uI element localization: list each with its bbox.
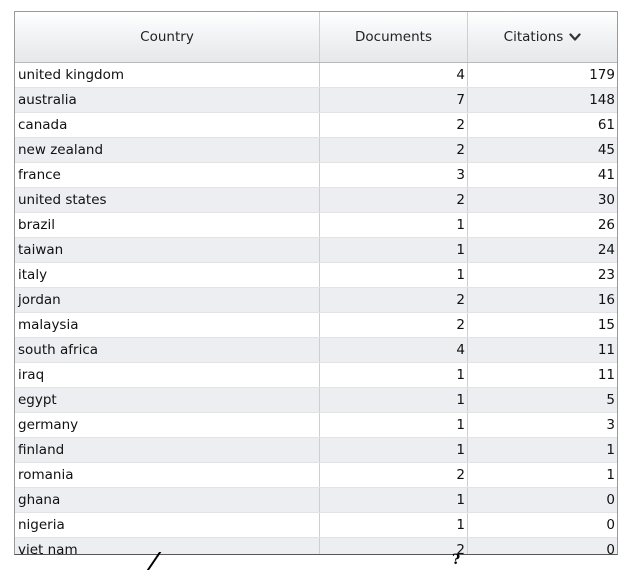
table-row[interactable] — [15, 413, 617, 438]
cell-country: italy — [15, 263, 320, 287]
cell-citations: 3 — [606, 417, 615, 433]
table-row[interactable] — [15, 463, 617, 488]
table-row[interactable] — [15, 388, 617, 413]
cell-documents: 4 — [320, 338, 468, 362]
cell-citations: 23 — [597, 267, 615, 283]
cell-country: nigeria — [15, 513, 320, 537]
cropped-glyph-right: ? — [452, 552, 461, 568]
table-row[interactable] — [15, 113, 617, 138]
cell-citations: 30 — [597, 192, 615, 208]
cell-documents: 1 — [320, 413, 468, 437]
cell-citations: 1 — [606, 442, 615, 458]
cell-documents: 2 — [320, 463, 468, 487]
table-row[interactable] — [15, 288, 617, 313]
table-header — [15, 12, 617, 63]
cell-country: canada — [15, 113, 320, 137]
cell-documents: 1 — [320, 388, 468, 412]
cell-citations: 24 — [597, 242, 615, 258]
cell-documents: 3 — [320, 163, 468, 187]
table-row[interactable] — [15, 488, 617, 513]
cell-citations: 11 — [597, 342, 615, 358]
table-body — [15, 63, 617, 555]
cell-documents: 1 — [320, 263, 468, 287]
table-row[interactable] — [15, 188, 617, 213]
cell-country: taiwan — [15, 238, 320, 262]
table-row[interactable] — [15, 338, 617, 363]
cell-country: brazil — [15, 213, 320, 237]
cell-country: australia — [15, 88, 320, 112]
table-row[interactable] — [15, 163, 617, 188]
cell-country: united kingdom — [15, 63, 320, 87]
cell-country: south africa — [15, 338, 320, 362]
cell-country: iraq — [15, 363, 320, 387]
cell-citations: 16 — [597, 292, 615, 308]
table-row[interactable] — [15, 63, 617, 88]
cell-country: jordan — [15, 288, 320, 312]
table-row[interactable] — [15, 263, 617, 288]
cell-documents: 2 — [320, 538, 468, 555]
cell-documents: 1 — [320, 513, 468, 537]
cell-documents: 2 — [320, 138, 468, 162]
cell-documents: 1 — [320, 488, 468, 512]
cell-country: france — [15, 163, 320, 187]
table-row[interactable] — [15, 538, 617, 555]
cell-citations: 26 — [597, 217, 615, 233]
table-row[interactable] — [15, 363, 617, 388]
cell-country: new zealand — [15, 138, 320, 162]
cell-country: ghana — [15, 488, 320, 512]
column-header-country[interactable] — [15, 12, 320, 62]
cell-country: germany — [15, 413, 320, 437]
cell-country: viet nam — [15, 538, 320, 555]
cell-documents: 2 — [320, 313, 468, 337]
cell-citations: 0 — [606, 517, 615, 533]
cell-citations: 148 — [589, 92, 615, 108]
cell-country: malaysia — [15, 313, 320, 337]
cell-documents: 1 — [320, 213, 468, 237]
cell-documents: 2 — [320, 188, 468, 212]
table-row[interactable] — [15, 88, 617, 113]
cell-country: egypt — [15, 388, 320, 412]
citations-table — [14, 11, 618, 555]
column-header-citations[interactable] — [468, 12, 617, 62]
cell-documents: 4 — [320, 63, 468, 87]
column-header-citations-label: Citations — [503, 29, 564, 45]
cell-citations: 1 — [606, 467, 615, 483]
cell-country: finland — [15, 438, 320, 462]
cell-documents: 1 — [320, 438, 468, 462]
column-header-country-label: Country — [140, 29, 194, 45]
chevron-down-icon — [569, 32, 581, 42]
cell-citations: 11 — [597, 367, 615, 383]
cell-citations: 61 — [597, 117, 615, 133]
cell-country: united states — [15, 188, 320, 212]
table-row[interactable] — [15, 213, 617, 238]
cell-citations: 0 — [606, 542, 615, 555]
cell-documents: 1 — [320, 363, 468, 387]
table-row[interactable] — [15, 513, 617, 538]
cell-documents: 2 — [320, 288, 468, 312]
cell-documents: 2 — [320, 113, 468, 137]
cell-documents: 1 — [320, 238, 468, 262]
table-row[interactable] — [15, 138, 617, 163]
table-row[interactable] — [15, 238, 617, 263]
column-header-documents[interactable] — [320, 12, 468, 62]
table-row[interactable] — [15, 313, 617, 338]
cell-documents: 7 — [320, 88, 468, 112]
cell-citations: 0 — [606, 492, 615, 508]
cell-citations: 45 — [597, 142, 615, 158]
cell-citations: 179 — [589, 67, 615, 83]
cell-citations: 15 — [597, 317, 615, 333]
cell-country: romania — [15, 463, 320, 487]
table-row[interactable] — [15, 438, 617, 463]
cropped-glyph-left: / — [145, 548, 163, 574]
cell-citations: 41 — [597, 167, 615, 183]
column-header-documents-label: Documents — [355, 29, 432, 45]
cell-citations: 5 — [606, 392, 615, 408]
